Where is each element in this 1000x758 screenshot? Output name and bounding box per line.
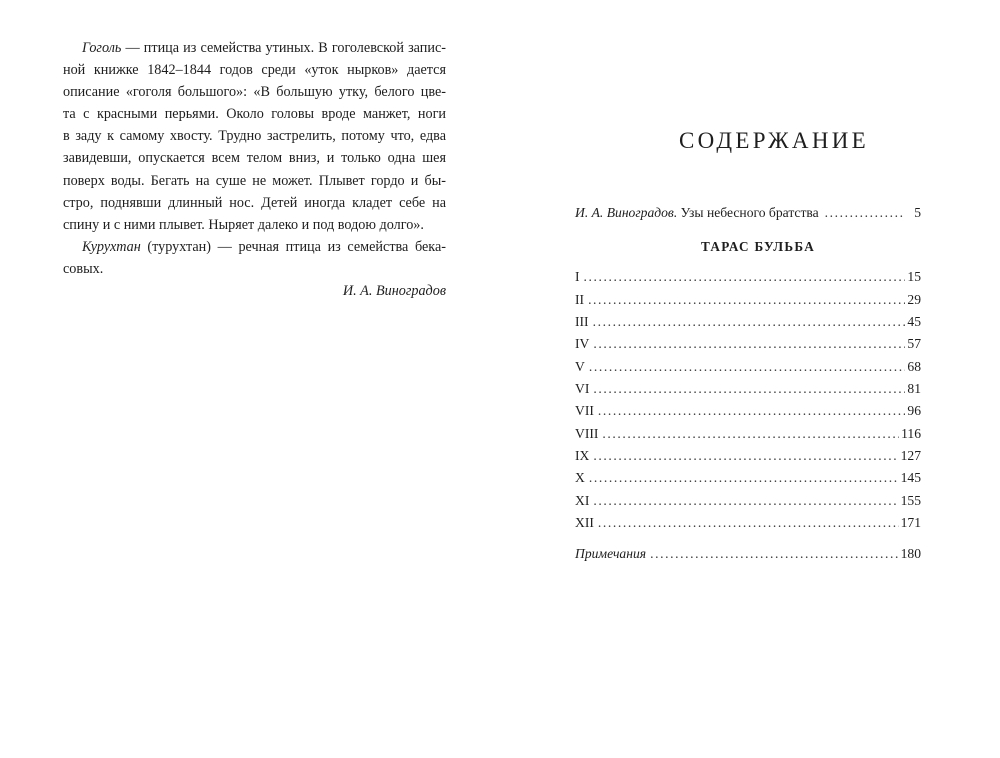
note-line: совых. (63, 260, 104, 277)
toc-entry-intro[interactable] (575, 202, 921, 224)
toc-leader-dots (589, 356, 906, 378)
toc-entry-chapter[interactable] (575, 378, 921, 400)
note-term: Гоголь (82, 40, 122, 56)
toc-entry-label: II (575, 291, 585, 307)
toc-entry-chapter[interactable] (575, 467, 921, 489)
toc-entry-label: XII (575, 515, 594, 531)
toc-entry-page: 127 (900, 448, 921, 464)
toc-entry-page: 180 (900, 546, 921, 562)
toc-leader-dots (589, 467, 899, 489)
toc-entry-label: III (575, 314, 589, 330)
note-line: стро, поднявши длинный нос. Детей иногда кладет себе на (63, 194, 446, 211)
toc-leader-dots (650, 543, 899, 565)
note-line: в заду к самому хвосту. Трудно застрелить, потому что, едва (63, 128, 446, 145)
toc-entry-label (575, 202, 819, 224)
toc-entry-label: V (575, 358, 585, 374)
note-line: завидевши, опускается всем телом вниз, и только одна шея (63, 150, 446, 167)
toc-entry-page: 68 (907, 358, 921, 374)
note-signature: И. А. Виноградов (342, 283, 446, 300)
toc-entry-chapter[interactable] (575, 356, 921, 378)
toc-entry-label: IV (575, 336, 590, 352)
toc-leader-dots (598, 512, 899, 534)
toc-entry-page: 155 (900, 492, 921, 508)
toc-entry-author: И. А. Виноградов. (575, 205, 678, 220)
toc-leader-dots (825, 202, 905, 224)
chapter-list (575, 266, 921, 534)
toc-leader-dots (593, 333, 905, 355)
toc-entry-chapter[interactable] (575, 266, 921, 288)
section-heading: ТАРАС БУЛЬБА (700, 239, 816, 255)
toc-entry-page: 45 (907, 314, 921, 330)
toc-leader-dots (593, 311, 906, 333)
toc-entry-label: VII (575, 403, 594, 419)
toc-entry-page: 81 (907, 381, 921, 397)
toc-leader-dots (584, 266, 906, 288)
toc-leader-dots (593, 378, 905, 400)
toc-entry-chapter[interactable] (575, 490, 921, 512)
note-term: Курухтан (82, 238, 141, 255)
note-line: описание «гоголя большого»: «В большую утку, белого цве- (63, 84, 446, 101)
note-line: поверх воды. Бегать на суше не может. Плывет гордо и бы- (63, 172, 446, 189)
note-line: та с красными перьями. Около головы вроде манжет, ноги (63, 106, 446, 123)
toc-entry-page: 116 (901, 425, 921, 441)
toc-entry-label: X (575, 470, 585, 486)
right-page (500, 0, 1000, 758)
toc-leader-dots (598, 400, 906, 422)
toc-entry-label: VIII (575, 425, 599, 441)
note-text: (турухтан) — речная птица из семейства бека- (140, 238, 446, 255)
toc-entry-page: 96 (907, 403, 921, 419)
table-of-contents (575, 202, 921, 566)
toc-leader-dots (593, 445, 898, 467)
toc-entry-title: Узы небесного братства (677, 205, 819, 220)
contents-title: СОДЕРЖАНИЕ (678, 128, 869, 153)
note-line (63, 236, 446, 258)
toc-entry-label: VI (575, 381, 590, 397)
toc-entry-chapter[interactable] (575, 423, 921, 445)
note-line: спину и с ними плывет. Ныряет далеко и под водою долго». (63, 216, 424, 233)
toc-entry-page: 57 (907, 336, 921, 352)
toc-entry-page: 5 (914, 205, 921, 220)
toc-entry-page: 171 (900, 515, 921, 531)
toc-entry-chapter[interactable] (575, 400, 921, 422)
toc-entry-chapter[interactable] (575, 311, 921, 333)
toc-entry-label: IX (575, 448, 590, 464)
toc-entry-label: I (575, 269, 580, 285)
toc-entry-page: 145 (900, 470, 921, 486)
toc-entry-chapter[interactable] (575, 512, 921, 534)
toc-entry-label: Примечания (575, 546, 647, 562)
toc-leader-dots (602, 423, 899, 445)
notes-text (63, 37, 446, 302)
toc-entry-notes[interactable] (575, 543, 921, 565)
toc-entry-label: XI (575, 492, 590, 508)
note-text: — птица из семейства утиных. В гоголевской запис- (121, 40, 446, 56)
toc-leader-dots (588, 289, 905, 311)
toc-entry-page: 15 (907, 269, 921, 285)
toc-entry-chapter[interactable] (575, 333, 921, 355)
note-line (63, 37, 446, 59)
toc-entry-page: 29 (907, 291, 921, 307)
note-line: ной книжке 1842–1844 годов среди «уток нырков» дается (63, 62, 446, 79)
toc-entry-chapter[interactable] (575, 445, 921, 467)
toc-leader-dots (593, 490, 898, 512)
toc-entry-chapter[interactable] (575, 289, 921, 311)
